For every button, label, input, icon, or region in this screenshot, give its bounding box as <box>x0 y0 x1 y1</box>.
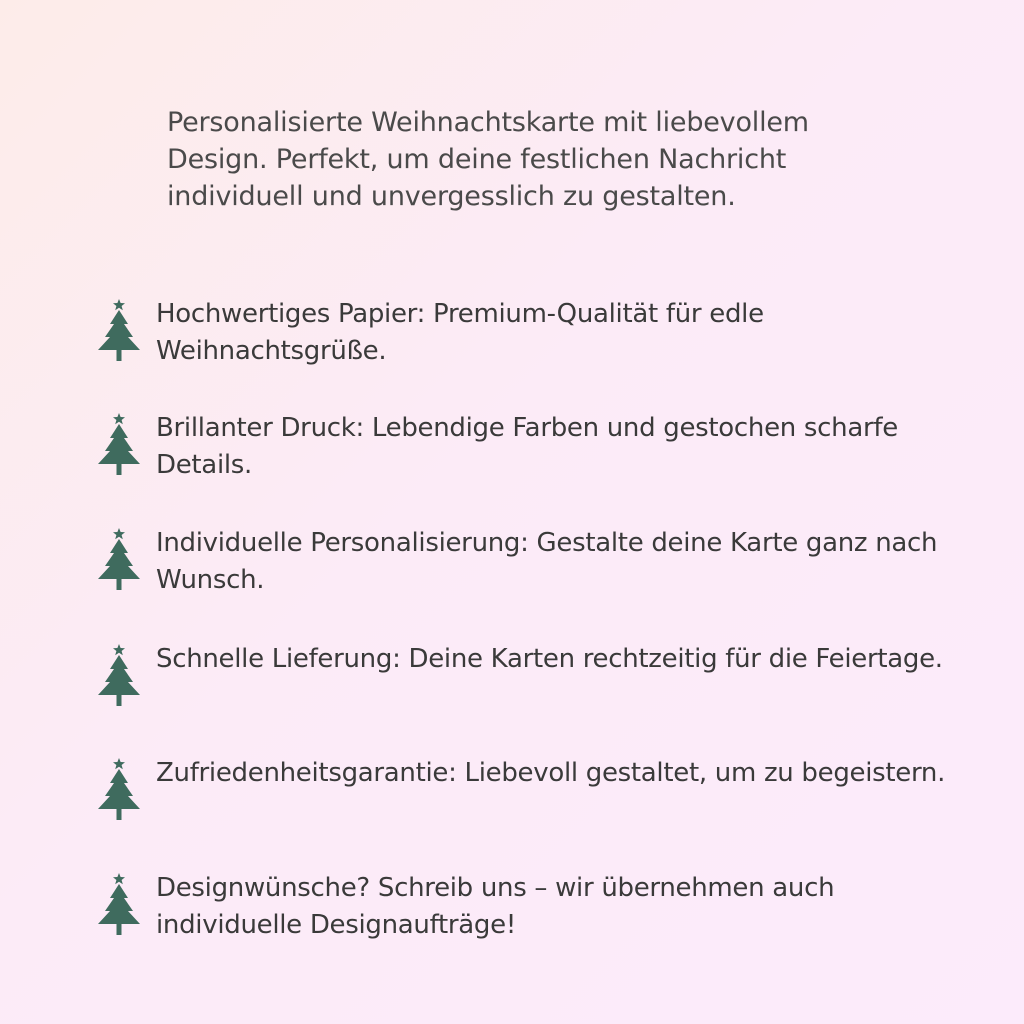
christmas-tree-icon <box>96 872 142 936</box>
christmas-tree-icon <box>96 757 142 821</box>
feature-item-design-requests <box>96 870 956 950</box>
christmas-tree-icon <box>96 412 142 476</box>
christmas-tree-icon <box>96 643 142 707</box>
feature-text: Hochwertiges Papier: Premium-Qualität für edle Weihnachtsgrüße. <box>156 299 764 366</box>
feature-text: Individuelle Personalisierung: Gestalte deine Karte ganz nach Wunsch. <box>156 528 938 595</box>
feature-item-guarantee <box>96 755 956 835</box>
feature-item-print <box>96 410 956 490</box>
christmas-tree-icon <box>96 298 142 362</box>
feature-item-delivery <box>96 641 956 721</box>
feature-text: Brillanter Druck: Lebendige Farben und gestochen scharfe Details. <box>156 413 898 480</box>
feature-text: Zufriedenheitsgarantie: Liebevoll gestaltet, um zu begeistern. <box>156 758 946 788</box>
feature-text: Designwünsche? Schreib uns – wir übernehmen auch individuelle Designaufträge! <box>156 873 835 940</box>
feature-text: Schnelle Lieferung: Deine Karten rechtzeitig für die Feiertage. <box>156 644 943 674</box>
intro-description: Personalisierte Weihnachtskarte mit liebevollem Design. Perfekt, um deine festlichen Nachricht individuell und unvergesslich zu gestalten. <box>167 107 809 212</box>
feature-item-paper <box>96 296 956 376</box>
feature-item-personalization <box>96 525 956 605</box>
christmas-tree-icon <box>96 527 142 591</box>
